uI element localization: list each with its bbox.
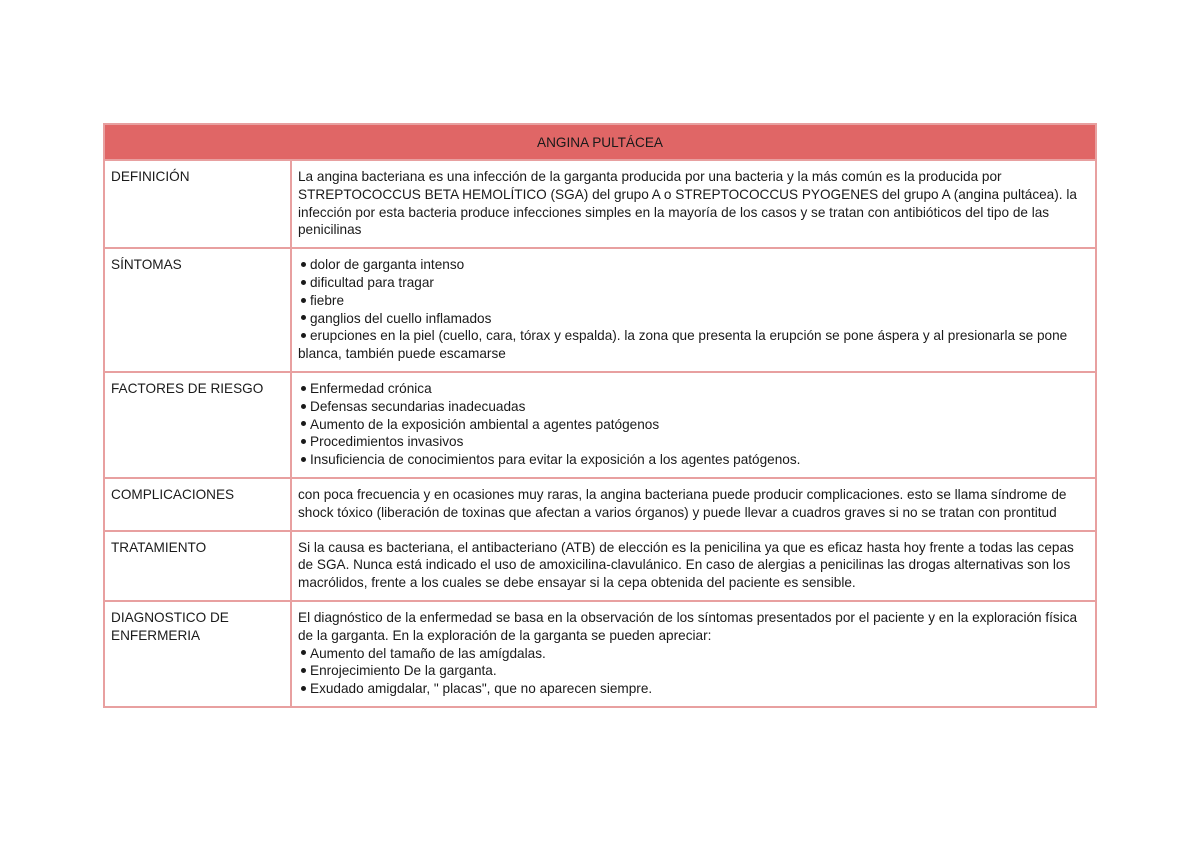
angina-table [103,123,1097,708]
row-content [291,478,1096,531]
row-content [291,248,1096,372]
bullet-text: Enrojecimiento De la garganta. [310,663,497,679]
row-label: COMPLICACIONES [104,478,291,531]
bullet-text: Aumento del tamaño de las amígdalas. [310,645,546,661]
row-text: Si la causa es bacteriana, el antibacteriano (ATB) de elección es la penicilina ya que es eficaz hasta hoy frente a todas las cepas de SGA. Nunca está indicado el uso de amoxicilina-clavulánico. En caso de alergias a penicilinas las drogas alternativas son los macrólidos, frente a los cuales se debe ensayar si la cepa obtenida del paciente es sensible. [298,539,1074,591]
bullet-text: dolor de garganta intenso [310,257,465,273]
bullet-dot-icon [301,421,306,426]
row-label: DEFINICIÓN [104,160,291,248]
bullet-dot-icon [301,386,306,391]
bullet-item [298,256,1089,274]
table-row [104,601,1096,707]
bullet-item [298,680,1089,698]
table-row [104,478,1096,531]
bullet-item [298,327,1089,363]
row-label: DIAGNOSTICO DE ENFERMERIA [104,601,291,707]
bullet-text: ganglios del cuello inflamados [310,310,492,326]
table-row [104,372,1096,478]
bullet-text: erupciones en la piel (cuello, cara, tórax y espalda). la zona que presenta la erupción se pone áspera y al presionarla se pone blanca, también puede escamarse [298,328,1068,362]
bullet-dot-icon [301,668,306,673]
bullet-item [298,451,1089,469]
bullet-item [298,398,1089,416]
bullet-item [298,274,1089,292]
row-label: TRATAMIENTO [104,531,291,601]
table-row [104,531,1096,601]
bullet-item [298,380,1089,398]
bullet-item [298,433,1089,451]
row-label: SÍNTOMAS [104,248,291,372]
row-content [291,160,1096,248]
bullet-text: Procedimientos invasivos [310,434,464,450]
bullet-dot-icon [301,298,306,303]
bullet-item [298,310,1089,328]
row-content [291,531,1096,601]
bullet-text: Exudado amigdalar, " placas", que no aparecen siempre. [310,681,653,697]
bullet-text: fiebre [310,292,345,308]
bullet-dot-icon [301,650,306,655]
bullet-item [298,645,1089,663]
bullet-text: Defensas secundarias inadecuadas [310,398,526,414]
bullet-dot-icon [301,333,306,338]
bullet-dot-icon [301,686,306,691]
bullet-dot-icon [301,262,306,267]
row-content [291,601,1096,707]
bullet-text: Aumento de la exposición ambiental a agentes patógenos [310,416,660,432]
table-header-row [104,124,1096,160]
bullet-item [298,416,1089,434]
table-title: ANGINA PULTÁCEA [104,124,1096,160]
bullet-dot-icon [301,439,306,444]
bullet-text: dificultad para tragar [310,274,434,290]
bullet-dot-icon [301,315,306,320]
bullet-item [298,292,1089,310]
bullet-dot-icon [301,457,306,462]
table-row [104,160,1096,248]
bullet-dot-icon [301,404,306,409]
table-row [104,248,1096,372]
row-text: El diagnóstico de la enfermedad se basa en la observación de los síntomas presentados por el paciente y en la exploración física de la garganta. En la exploración de la garganta se pueden apreciar: [298,609,1078,643]
bullet-text: Insuficiencia de conocimientos para evitar la exposición a los agentes patógenos. [310,452,801,468]
bullet-text: Enfermedad crónica [310,380,432,396]
bullet-item [298,662,1089,680]
row-content [291,372,1096,478]
row-text: La angina bacteriana es una infección de la garganta producida por una bacteria y la más común es la producida por STREPTOCOCCUS BETA HEMOLÍTICO (SGA) del grupo A o STREPTOCOCCUS PYOGENES del grupo A (angina pultácea). la infección por esta bacteria produce infecciones simples en la mayoría de los casos y se tratan con antibióticos del tipo de las penicilinas [298,169,1077,238]
row-text: con poca frecuencia y en ocasiones muy raras, la angina bacteriana puede producir complicaciones. esto se llama síndrome de shock tóxico (liberación de toxinas que afectan a varios órganos) y puede llevar a cuadros graves si no se tratan con prontitud [298,486,1067,520]
bullet-dot-icon [301,280,306,285]
row-label: FACTORES DE RIESGO [104,372,291,478]
